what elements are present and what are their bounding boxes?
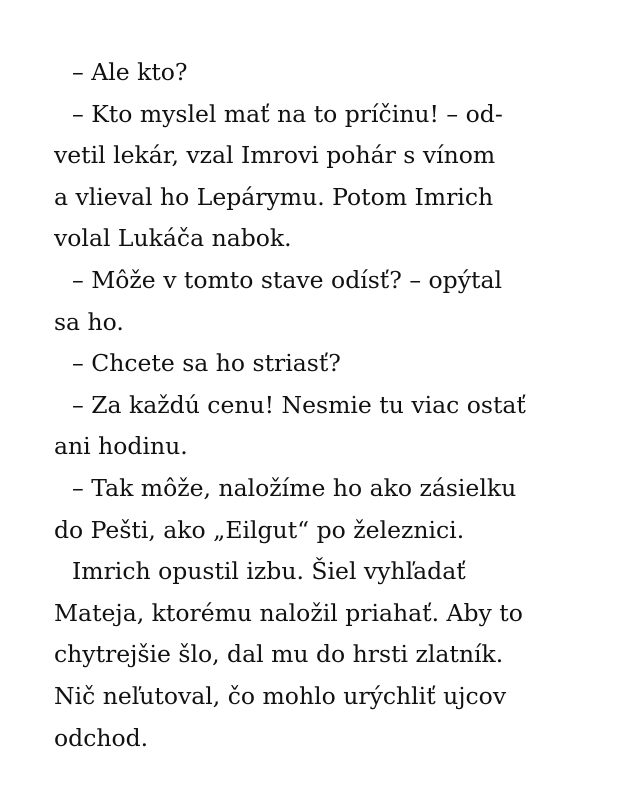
- text-line: Nič neľutoval, čo mohlo urýchliť ujcov: [54, 681, 507, 710]
- text-line: Mateja, ktorému naložil priahať. Aby to: [54, 598, 523, 627]
- text-line: – Chcete sa ho striasť?: [72, 349, 341, 378]
- text-line: – Za každú cenu! Nesmie tu viac ostať: [72, 390, 526, 419]
- text-line: chytrejšie šlo, dal mu do hrsti zlatník.: [54, 640, 504, 669]
- text-line: odchod.: [54, 723, 149, 752]
- text-line: – Tak môže, naložíme ho ako zásielku: [72, 473, 517, 502]
- text-line: volal Lukáča nabok.: [54, 224, 292, 253]
- text-line: a vlieval ho Lepárymu. Potom Imrich: [54, 182, 494, 211]
- text-line: – Ale kto?: [72, 58, 188, 86]
- text-line: vetil lekár, vzal Imrovi pohár s vínom: [54, 141, 496, 170]
- text-line: – Môže v tomto stave odísť? – opýtal: [72, 265, 502, 294]
- text-line: ani hodinu.: [54, 432, 188, 461]
- text-line: sa ho.: [54, 307, 124, 336]
- text-line: – Kto myslel mať na to príčinu! – od-: [72, 99, 503, 128]
- text-line: Imrich opustil izbu. Šiel vyhľadať: [72, 557, 466, 586]
- text-line: do Pešti, ako „Eilgut“ po železnici.: [54, 515, 465, 544]
